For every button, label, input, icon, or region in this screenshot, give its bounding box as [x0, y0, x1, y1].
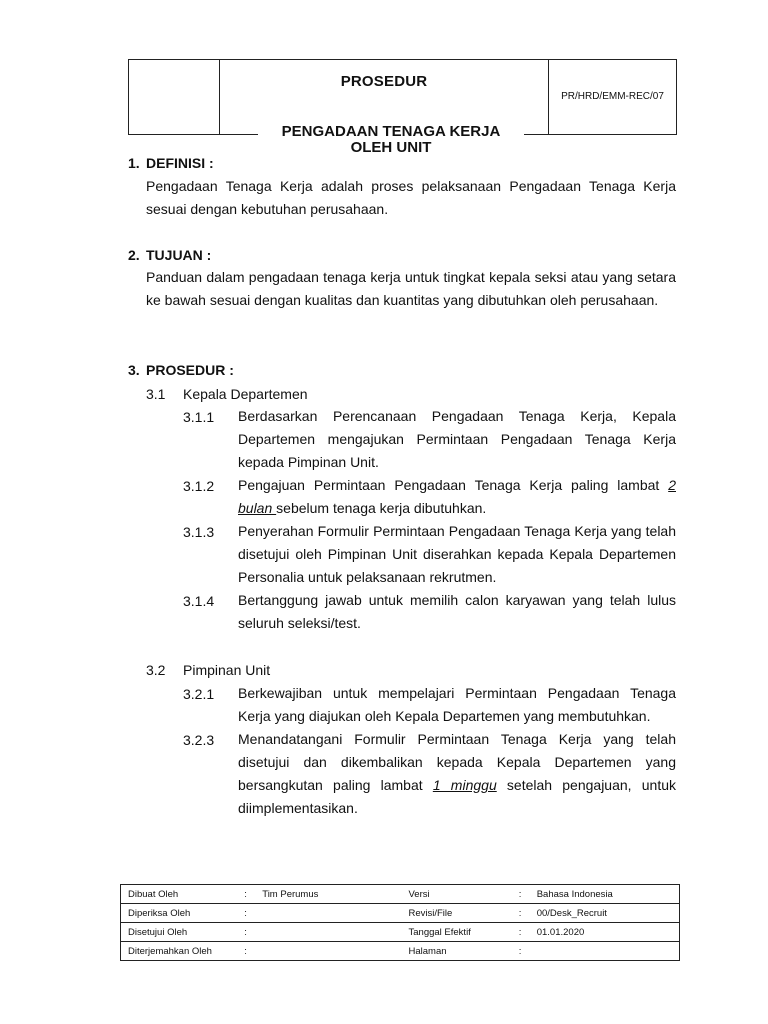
item-text — [238, 728, 676, 820]
item-text: Penyerahan Formulir Permintaan Pengadaan Tenaga Kerja yang telah disetujui oleh Pimpinan Unit diserahkan kepada Kepala Departemen Personalia untuk pelaksanaan rekrutmen. — [238, 523, 676, 585]
item-text-part: setelah pengajuan, untuk diimplementasikan. — [238, 777, 677, 816]
info-label: Tanggal Efektif — [409, 923, 519, 942]
subsection-number: 3.2 — [146, 662, 166, 678]
document-subtitle-line1: PENGADAAN TENAGA KERJA — [258, 124, 524, 140]
section-prosedur-heading — [128, 362, 234, 378]
section-definisi-heading — [128, 155, 214, 171]
section-title: PROSEDUR : — [146, 362, 234, 378]
item-number: 3.1.4 — [183, 593, 215, 609]
item-text — [238, 474, 676, 520]
document-subtitle-line2: OLEH UNIT — [300, 140, 482, 156]
table-row — [121, 923, 680, 942]
info-separator: : — [519, 904, 537, 923]
section-number: 2. — [128, 247, 140, 263]
item-text: Bertanggung jawab untuk memilih calon karyawan yang telah lulus seluruh seleksi/test. — [238, 592, 676, 631]
deadline-emphasis: 2 bulan — [238, 477, 676, 516]
table-row — [121, 885, 680, 904]
section-number: 1. — [128, 155, 140, 171]
info-separator: : — [244, 942, 262, 961]
info-separator: : — [519, 942, 537, 961]
info-separator: : — [244, 904, 262, 923]
info-value — [262, 904, 408, 923]
document-info-table — [120, 884, 680, 961]
info-value: Tim Perumus — [262, 885, 408, 904]
item-number: 3.2.3 — [183, 732, 215, 748]
info-label: Versi — [409, 885, 519, 904]
subsection-label: Pimpinan Unit — [183, 662, 271, 678]
item-number: 3.1.2 — [183, 478, 215, 494]
subsection-label: Kepala Departemen — [183, 386, 308, 402]
info-label: Dibuat Oleh — [121, 885, 245, 904]
document-title: PROSEDUR — [340, 73, 428, 90]
info-label: Halaman — [409, 942, 519, 961]
info-separator: : — [244, 885, 262, 904]
section-tujuan-text: Panduan dalam pengadaan tenaga kerja untuk tingkat kepala seksi atau yang setara ke bawah sesuai dengan kualitas dan kuantitas yang dibutuhkan oleh perusahaan. — [146, 269, 676, 308]
item-number: 3.1.1 — [183, 409, 215, 425]
info-separator: : — [519, 923, 537, 942]
info-value — [537, 942, 680, 961]
section-title: TUJUAN : — [146, 247, 212, 263]
info-value — [262, 942, 408, 961]
deadline-emphasis: 1 minggu — [432, 777, 497, 793]
item-number: 3.2.1 — [183, 686, 215, 702]
info-value: 00/Desk_Recruit — [537, 904, 680, 923]
info-value — [262, 923, 408, 942]
info-label: Diterjemahkan Oleh — [121, 942, 245, 961]
item-text-part: Pengajuan Permintaan Pengadaan Tenaga Kerja paling lambat — [238, 477, 669, 493]
info-label: Disetujui Oleh — [121, 923, 245, 942]
section-definisi-text: Pengadaan Tenaga Kerja adalah proses pelaksanaan Pengadaan Tenaga Kerja sesuai dengan kebutuhan perusahaan. — [146, 178, 676, 217]
subsection-number: 3.1 — [146, 386, 166, 402]
item-text-part: Menandatangani Formulir Permintaan Tenaga Kerja yang telah disetujui dan dikembalikan kepada Kepala Departemen yang bersangkutan paling lambat — [238, 731, 676, 793]
header-logo-cell — [128, 59, 220, 135]
document-code: PR/HRD/EMM-REC/07 — [561, 91, 664, 102]
info-value: Bahasa Indonesia — [537, 885, 680, 904]
table-row — [121, 904, 680, 923]
item-text: Berkewajiban untuk mempelajari Permintaan Pengadaan Tenaga Kerja yang diajukan oleh Kepala Departemen yang membutuhkan. — [238, 685, 676, 724]
info-value: 01.01.2020 — [537, 923, 680, 942]
section-title: DEFINISI : — [146, 155, 214, 171]
info-separator: : — [519, 885, 537, 904]
section-number: 3. — [128, 362, 140, 378]
info-separator: : — [244, 923, 262, 942]
section-tujuan-heading — [128, 247, 211, 263]
table-row — [121, 942, 680, 961]
item-text: Berdasarkan Perencanaan Pengadaan Tenaga Kerja, Kepala Departemen mengajukan Permintaan Pengadaan Tenaga Kerja kepada Pimpinan Unit. — [238, 408, 676, 470]
info-label: Diperiksa Oleh — [121, 904, 245, 923]
item-number: 3.1.3 — [183, 524, 215, 540]
item-text-part: sebelum tenaga kerja dibutuhkan. — [276, 500, 487, 516]
info-label: Revisi/File — [409, 904, 519, 923]
